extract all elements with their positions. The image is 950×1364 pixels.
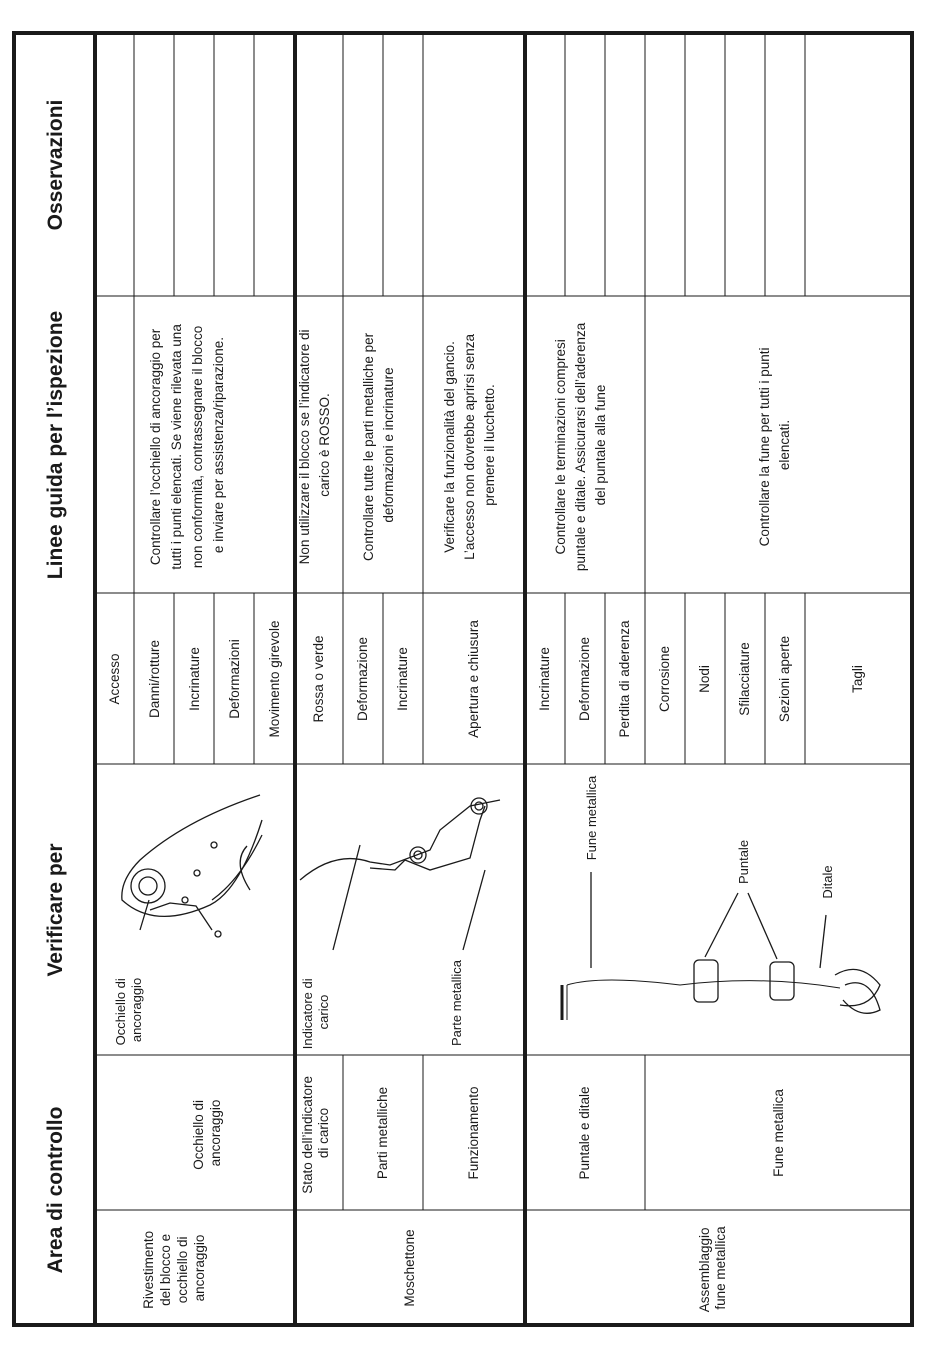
- housing-guide: Controllare l’occhiello di ancoraggio per tutti i punti elencati. Se viene rilevata una non conformità, contrassegnare il blocco e inviare per assistenza/riparazione.: [148, 324, 226, 570]
- carabiner-items: [311, 620, 481, 738]
- metal-part-figure-label: Parte metallica: [449, 960, 464, 1046]
- carabiner-item: Deformazione: [355, 636, 370, 722]
- wire-item: Tagli: [850, 665, 865, 693]
- carabiner-item: Rossa o verde: [311, 635, 326, 723]
- ferrule-figure-label: Puntale: [736, 839, 751, 885]
- rope-figure-label: Fune metallica: [584, 775, 599, 861]
- housing-item: Deformazioni: [227, 639, 242, 719]
- housing-item: Incrinature: [187, 647, 202, 711]
- wire-category: Assemblaggio fune metallica: [697, 1226, 728, 1313]
- housing-item: Movimento girevole: [267, 620, 282, 738]
- wire-guide-ferrule: Controllare le terminazioni compresi puntale e ditale. Assicurarsi dell’aderenza del puntale alla fune: [553, 322, 608, 572]
- carabiner-guide-metal: Controllare tutte le parti metalliche per deformazioni e incrinature: [361, 332, 396, 561]
- header-row: [44, 100, 67, 1274]
- housing-category: Rivestimento del blocco e occhiello di ancoraggio: [141, 1230, 207, 1309]
- header-check: Verificare per: [44, 843, 67, 977]
- header-area: Area di controllo: [44, 1106, 67, 1274]
- housing-item: Accesso: [107, 653, 122, 705]
- thimble-figure-label: Ditale: [820, 865, 835, 899]
- carabiner-guide-indicator: Non utilizzare il blocco se l’indicatore di carico è ROSSO.: [297, 329, 332, 565]
- wire-item: Sfilacciature: [737, 642, 752, 716]
- housing-item: Danni/rotture: [147, 639, 162, 719]
- header-guide: Linee guida per l’ispezione: [44, 310, 67, 580]
- wire-item: Perdita di aderenza: [617, 620, 632, 738]
- header-notes: Osservazioni: [44, 99, 67, 231]
- anchor-eye-figure-label: Occhiello di ancoraggio: [113, 977, 144, 1046]
- wire-item: Sezioni aperte: [777, 635, 792, 723]
- carabiner-guide-function: Verificare la funzionalità del gancio. L’accesso non dovrebbe aprirsi senza premere il lucchetto.: [442, 333, 497, 560]
- wire-items: [537, 620, 865, 738]
- carabiner-item: Incrinature: [395, 647, 410, 711]
- wire-item: Deformazione: [577, 636, 592, 722]
- section-carabiner: [297, 326, 497, 1307]
- housing-items: [107, 620, 282, 737]
- wire-item: Incrinature: [537, 647, 552, 711]
- anchor-eye-illustration: [122, 795, 262, 937]
- wire-item: Nodi: [697, 665, 712, 693]
- housing-area: Occhiello di ancoraggio: [191, 1099, 223, 1170]
- carabiner-illustration: [300, 798, 500, 950]
- carabiner-area-metal: Parti metalliche: [375, 1086, 390, 1180]
- carabiner-category: Moschettone: [402, 1229, 417, 1307]
- load-indicator-figure-label: Indicatore di carico: [300, 978, 331, 1050]
- section-wire-rope: [537, 319, 865, 1312]
- carabiner-item: Apertura e chiusura: [466, 620, 481, 738]
- wire-area-ferrule: Puntale e ditale: [577, 1086, 592, 1180]
- wire-guide-rope: Controllare la fune per tutti i punti elencati.: [757, 347, 792, 547]
- carabiner-area-indicator: Stato dell’indicatore di carico: [300, 1075, 331, 1194]
- carabiner-area-function: Funzionamento: [466, 1086, 481, 1180]
- wire-area-rope: Fune metallica: [771, 1089, 786, 1177]
- section-housing: [107, 320, 282, 1308]
- wire-item: Corrosione: [657, 645, 672, 713]
